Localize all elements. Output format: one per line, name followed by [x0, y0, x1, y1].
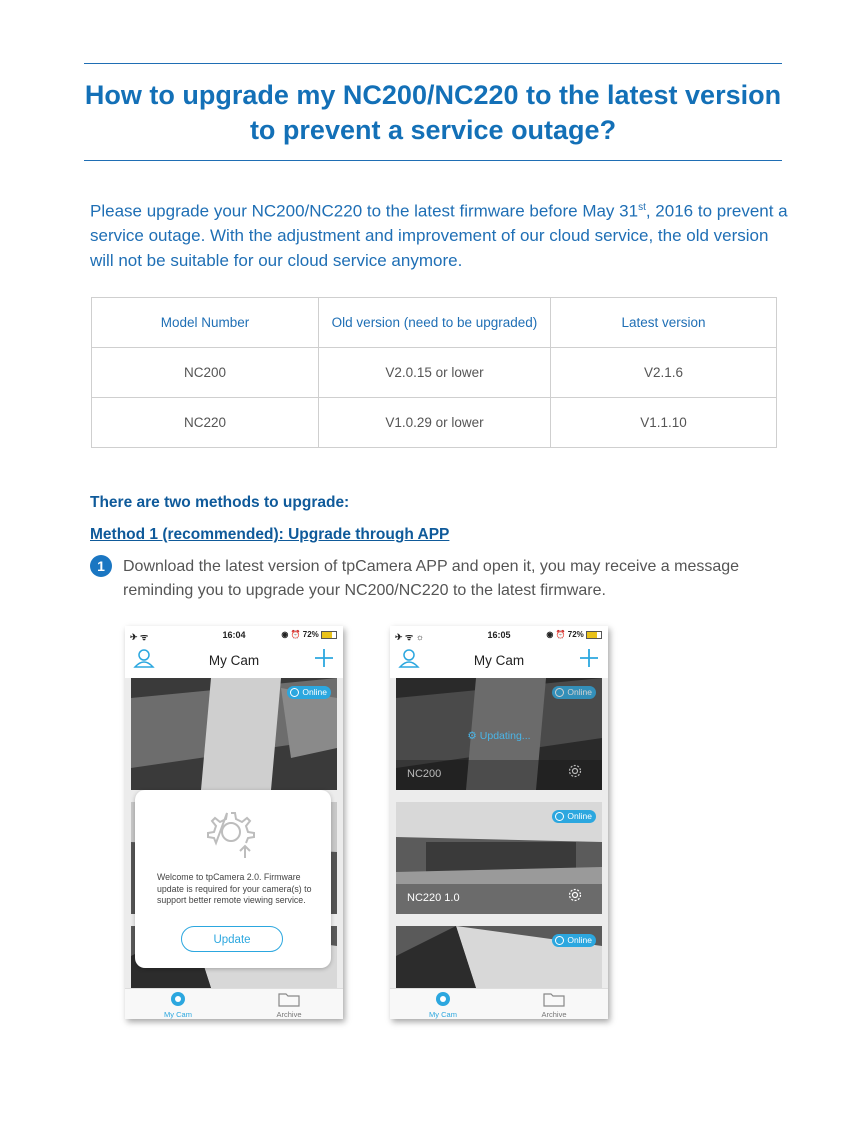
tab-archive-label: Archive — [276, 1010, 302, 1019]
page-title: How to upgrade my NC200/NC220 to the latest version to prevent a service outage? — [84, 80, 782, 145]
online-badge: Online — [552, 810, 596, 823]
step-number-badge: 1 — [90, 555, 112, 577]
title-bottom-rule — [84, 160, 782, 161]
methods-heading: There are two methods to upgrade: — [90, 494, 350, 511]
step1-text: Download the latest version of tpCamera APP and open it, you may receive a message reminding you to upgrade your NC200/NC220 to the latest firmware. — [123, 558, 740, 599]
gear-icon[interactable] — [568, 764, 582, 783]
firmware-update-message: Welcome to tpCamera 2.0. Firmware update is required for your camera(s) to support better remote viewing service. — [157, 872, 312, 905]
cell-latest-version: V1.1.10 — [551, 398, 777, 448]
camera-name: NC220 1.0 — [407, 892, 460, 904]
version-table — [91, 297, 777, 448]
tab-my-cam[interactable] — [413, 991, 473, 1019]
camera-feed-list — [390, 678, 608, 988]
camera-card[interactable] — [396, 678, 602, 790]
nav-title: My Cam — [473, 653, 525, 668]
tab-my-cam-label: My Cam — [164, 1010, 192, 1019]
cell-model: NC200 — [92, 348, 319, 398]
intro-superscript: st — [638, 202, 646, 213]
app-nav-bar — [125, 644, 343, 679]
airplane-wifi-icon: ✈ ᯤ ☼ — [395, 632, 425, 642]
camera-card[interactable] — [396, 926, 602, 988]
intro-paragraph — [90, 196, 790, 273]
status-bar — [125, 626, 343, 644]
status-time: 16:05 — [487, 630, 511, 640]
battery-percent: 72% — [302, 630, 319, 639]
online-badge: Online — [552, 934, 596, 947]
cell-old-version: V2.0.15 or lower — [319, 348, 551, 398]
method1-heading: Method 1 (recommended): Upgrade through APP — [90, 526, 450, 543]
bottom-tab-bar — [390, 988, 608, 1019]
folder-icon — [542, 991, 566, 1007]
phone-screenshot-updating — [390, 626, 608, 1019]
updating-status: ⚙ Updating... — [467, 730, 531, 742]
battery-icon — [586, 631, 602, 639]
cell-old-version: V1.0.29 or lower — [319, 398, 551, 448]
cell-latest-version: V2.1.6 — [551, 348, 777, 398]
camera-icon — [170, 991, 186, 1007]
add-camera-icon[interactable] — [578, 647, 600, 674]
airplane-wifi-icon: ✈ ᯤ — [130, 632, 149, 642]
header-old-version: Old version (need to be upgraded) — [319, 298, 551, 348]
table-header-row — [92, 298, 777, 348]
add-camera-icon[interactable] — [313, 647, 335, 674]
tab-my-cam-label: My Cam — [429, 1010, 457, 1019]
cell-model: NC220 — [92, 398, 319, 448]
status-time: 16:04 — [222, 630, 246, 640]
online-badge: Online — [552, 686, 596, 699]
firmware-update-dialog — [135, 790, 331, 968]
bottom-tab-bar — [125, 988, 343, 1019]
tab-my-cam[interactable] — [148, 991, 208, 1019]
battery-icon — [321, 631, 337, 639]
top-rule — [84, 63, 782, 64]
update-button[interactable]: Update — [181, 926, 283, 952]
header-model-number: Model Number — [92, 298, 319, 348]
status-right — [281, 630, 337, 639]
table-row — [92, 348, 777, 398]
folder-icon — [277, 991, 301, 1007]
header-latest-version: Latest version — [551, 298, 777, 348]
phone-screenshot-update-prompt — [125, 626, 343, 1019]
updating-text: Updating... — [479, 730, 531, 742]
camera-feed-list — [125, 678, 343, 988]
nav-title: My Cam — [208, 653, 260, 668]
gear-update-icon — [207, 808, 259, 865]
alarm-icon: ◉ ⏰ — [281, 630, 303, 639]
intro-text-end: , 2016 to prevent a service outage. With the adjustment and improvement of our cloud service, the old version will not be suitable for our cloud service anymore. — [90, 201, 788, 270]
tab-archive[interactable] — [524, 991, 584, 1019]
camera-icon — [435, 991, 451, 1007]
gear-icon[interactable] — [568, 888, 582, 907]
status-right — [546, 630, 602, 639]
battery-percent: 72% — [567, 630, 584, 639]
table-row — [92, 398, 777, 448]
camera-card[interactable] — [131, 678, 337, 790]
tab-archive-label: Archive — [541, 1010, 567, 1019]
camera-name: NC200 — [407, 768, 442, 780]
tab-archive[interactable] — [259, 991, 319, 1019]
online-badge: Online — [287, 686, 331, 699]
alarm-icon: ◉ ⏰ — [546, 630, 568, 639]
status-bar — [390, 626, 608, 644]
intro-text-start: Please upgrade your NC200/NC220 to the latest firmware before May 31 — [90, 201, 639, 221]
app-nav-bar — [390, 644, 608, 679]
camera-card[interactable] — [396, 802, 602, 914]
